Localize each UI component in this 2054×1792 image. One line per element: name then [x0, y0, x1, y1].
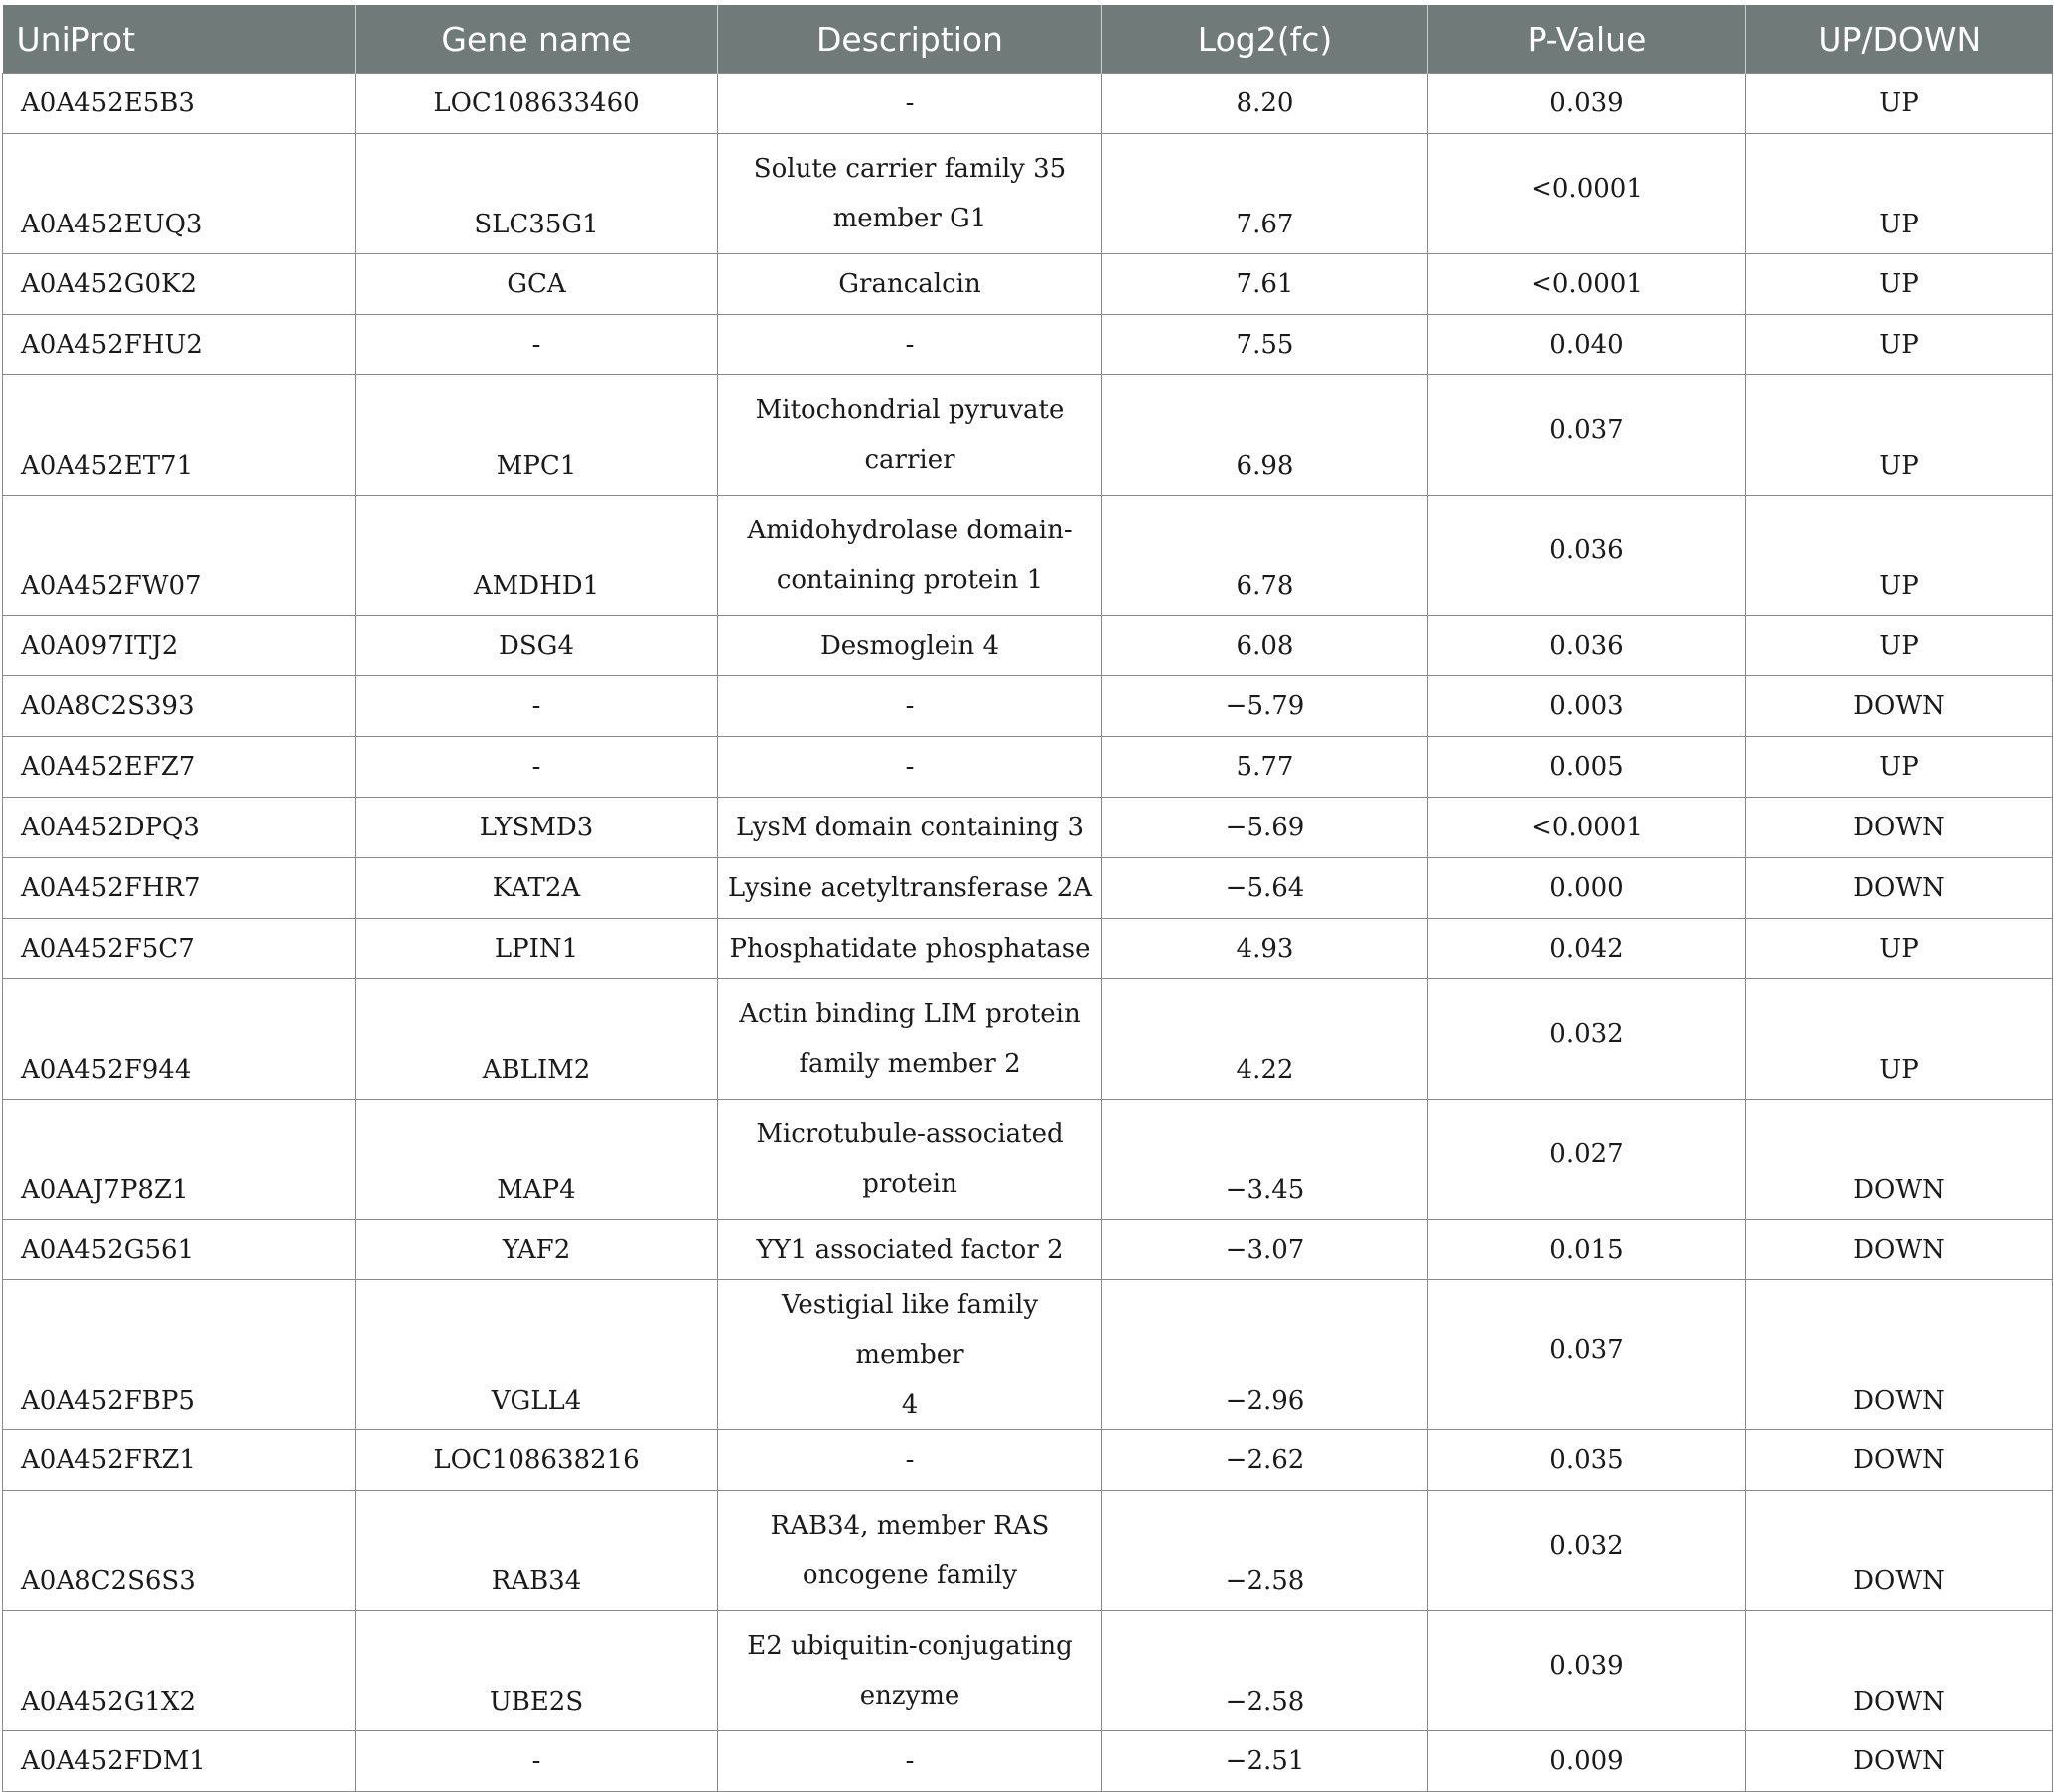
table-row	[3, 1100, 2053, 1220]
cell-log2fc: −3.07	[1102, 1220, 1428, 1280]
cell-description	[718, 1280, 1102, 1430]
cell-description	[718, 74, 1102, 134]
description-line: Microtubule-associated	[756, 1120, 1064, 1149]
cell-description	[718, 798, 1102, 858]
cell-uniprot: A0A452ET71	[3, 375, 356, 496]
table-row	[3, 979, 2053, 1100]
cell-log2fc: 4.22	[1102, 979, 1428, 1100]
cell-log2fc: −5.69	[1102, 798, 1428, 858]
cell-up-down: UP	[1746, 616, 2053, 676]
cell-log2fc: −2.58	[1102, 1611, 1428, 1731]
cell-description	[718, 979, 1102, 1100]
description-line: Grancalcin	[838, 269, 981, 299]
cell-log2fc: −3.45	[1102, 1100, 1428, 1220]
description-line: -	[905, 330, 915, 360]
cell-up-down: UP	[1746, 315, 2053, 375]
cell-uniprot: A0A8C2S6S3	[3, 1491, 356, 1611]
cell-log2fc: −5.79	[1102, 676, 1428, 737]
cell-description	[718, 254, 1102, 315]
cell-p-value: 0.039	[1428, 74, 1746, 134]
cell-gene-name: SLC35G1	[356, 134, 718, 254]
cell-gene-name: MAP4	[356, 1100, 718, 1220]
cell-p-value: <0.0001	[1428, 134, 1746, 254]
cell-uniprot: A0A452F944	[3, 979, 356, 1100]
cell-up-down: UP	[1746, 496, 2053, 616]
cell-log2fc: 7.67	[1102, 134, 1428, 254]
table-row	[3, 798, 2053, 858]
cell-gene-name: RAB34	[356, 1491, 718, 1611]
table-row	[3, 1220, 2053, 1280]
cell-log2fc: 6.98	[1102, 375, 1428, 496]
cell-description	[718, 1100, 1102, 1220]
cell-gene-name: -	[356, 676, 718, 737]
cell-uniprot: A0A8C2S393	[3, 676, 356, 737]
cell-up-down: DOWN	[1746, 858, 2053, 919]
cell-gene-name: DSG4	[356, 616, 718, 676]
description-line: -	[905, 752, 915, 782]
description-line: Desmoglein 4	[819, 631, 1000, 661]
cell-uniprot: A0A452E5B3	[3, 74, 356, 134]
description-line: -	[905, 691, 915, 721]
table-row	[3, 737, 2053, 798]
cell-p-value: 0.009	[1428, 1731, 1746, 1792]
header-p-value: P-Value	[1428, 5, 1746, 74]
description-line: carrier	[864, 445, 955, 475]
cell-description	[718, 375, 1102, 496]
table-row	[3, 1611, 2053, 1731]
cell-log2fc: −2.58	[1102, 1491, 1428, 1611]
header-uniprot: UniProt	[3, 5, 356, 74]
description-line: protein	[862, 1169, 957, 1199]
table-row	[3, 496, 2053, 616]
table-row	[3, 375, 2053, 496]
cell-up-down: UP	[1746, 979, 2053, 1100]
description-line: RAB34, member RAS	[770, 1511, 1050, 1541]
cell-log2fc: 7.61	[1102, 254, 1428, 315]
cell-description	[718, 676, 1102, 737]
description-line: YY1 associated factor 2	[756, 1235, 1064, 1265]
cell-p-value: 0.037	[1428, 375, 1746, 496]
cell-uniprot: A0A452FHU2	[3, 315, 356, 375]
cell-up-down: UP	[1746, 919, 2053, 979]
cell-up-down: UP	[1746, 134, 2053, 254]
header-log2fc: Log2(fc)	[1102, 5, 1428, 74]
cell-uniprot: A0A452FRZ1	[3, 1430, 356, 1491]
cell-p-value: 0.037	[1428, 1280, 1746, 1430]
cell-gene-name: -	[356, 737, 718, 798]
cell-log2fc: 6.08	[1102, 616, 1428, 676]
description-line: Lysine acetyltransferase 2A	[727, 873, 1093, 903]
cell-log2fc: −5.64	[1102, 858, 1428, 919]
cell-p-value: 0.015	[1428, 1220, 1746, 1280]
cell-uniprot: A0A452G1X2	[3, 1611, 356, 1731]
table-row	[3, 1491, 2053, 1611]
description-line: Amidohydrolase domain-	[747, 516, 1073, 545]
cell-up-down: UP	[1746, 375, 2053, 496]
cell-gene-name: MPC1	[356, 375, 718, 496]
table-header	[3, 5, 2053, 74]
table-body	[3, 74, 2053, 1792]
cell-p-value: 0.035	[1428, 1430, 1746, 1491]
table-row	[3, 74, 2053, 134]
cell-up-down: DOWN	[1746, 1430, 2053, 1491]
cell-log2fc: −2.51	[1102, 1731, 1428, 1792]
table-row	[3, 134, 2053, 254]
description-line: family member 2	[799, 1049, 1021, 1079]
cell-p-value: 0.003	[1428, 676, 1746, 737]
cell-up-down: DOWN	[1746, 1491, 2053, 1611]
cell-gene-name: -	[356, 1731, 718, 1792]
cell-gene-name: KAT2A	[356, 858, 718, 919]
cell-gene-name: YAF2	[356, 1220, 718, 1280]
table-row	[3, 676, 2053, 737]
cell-uniprot: A0A452FBP5	[3, 1280, 356, 1430]
cell-log2fc: 7.55	[1102, 315, 1428, 375]
header-up-down: UP/DOWN	[1746, 5, 2053, 74]
description-line: Mitochondrial pyruvate	[755, 395, 1065, 425]
cell-uniprot: A0A452F5C7	[3, 919, 356, 979]
cell-description	[718, 1430, 1102, 1491]
cell-description	[718, 919, 1102, 979]
table-row	[3, 1430, 2053, 1491]
cell-log2fc: 8.20	[1102, 74, 1428, 134]
cell-up-down: UP	[1746, 74, 2053, 134]
cell-log2fc: −2.62	[1102, 1430, 1428, 1491]
cell-uniprot: A0AAJ7P8Z1	[3, 1100, 356, 1220]
cell-description	[718, 134, 1102, 254]
table-row	[3, 858, 2053, 919]
description-line: Phosphatidate phosphatase	[729, 934, 1091, 964]
cell-up-down: DOWN	[1746, 1731, 2053, 1792]
cell-description	[718, 737, 1102, 798]
cell-p-value: 0.032	[1428, 979, 1746, 1100]
description-line: -	[905, 88, 915, 118]
cell-uniprot: A0A452FW07	[3, 496, 356, 616]
cell-description	[718, 1220, 1102, 1280]
cell-p-value: 0.005	[1428, 737, 1746, 798]
description-line: 4	[901, 1390, 919, 1419]
cell-description	[718, 315, 1102, 375]
cell-log2fc: −2.96	[1102, 1280, 1428, 1430]
description-line: enzyme	[859, 1681, 960, 1711]
protein-table	[2, 5, 2053, 1792]
cell-p-value: 0.036	[1428, 496, 1746, 616]
cell-uniprot: A0A097ITJ2	[3, 616, 356, 676]
cell-gene-name: LOC108633460	[356, 74, 718, 134]
cell-gene-name: LPIN1	[356, 919, 718, 979]
description-line: oncogene family	[802, 1561, 1018, 1590]
cell-uniprot: A0A452G561	[3, 1220, 356, 1280]
cell-gene-name: ABLIM2	[356, 979, 718, 1100]
cell-gene-name: AMDHD1	[356, 496, 718, 616]
table-row	[3, 919, 2053, 979]
cell-uniprot: A0A452FHR7	[3, 858, 356, 919]
cell-p-value: 0.036	[1428, 616, 1746, 676]
header-gene-name: Gene name	[356, 5, 718, 74]
cell-p-value: <0.0001	[1428, 254, 1746, 315]
cell-p-value: 0.042	[1428, 919, 1746, 979]
cell-p-value: 0.032	[1428, 1491, 1746, 1611]
cell-gene-name: GCA	[356, 254, 718, 315]
cell-uniprot: A0A452EUQ3	[3, 134, 356, 254]
cell-description	[718, 496, 1102, 616]
cell-gene-name: UBE2S	[356, 1611, 718, 1731]
table-row	[3, 254, 2053, 315]
cell-gene-name: -	[356, 315, 718, 375]
cell-up-down: UP	[1746, 254, 2053, 315]
cell-p-value: <0.0001	[1428, 798, 1746, 858]
description-line: -	[905, 1746, 915, 1776]
table-row	[3, 315, 2053, 375]
header-row	[3, 5, 2053, 74]
description-line: Solute carrier family 35	[753, 154, 1067, 184]
cell-description	[718, 616, 1102, 676]
cell-up-down: DOWN	[1746, 798, 2053, 858]
description-line: Vestigial like family member	[781, 1290, 1039, 1370]
cell-p-value: 0.039	[1428, 1611, 1746, 1731]
header-description: Description	[718, 5, 1102, 74]
cell-p-value: 0.000	[1428, 858, 1746, 919]
cell-log2fc: 6.78	[1102, 496, 1428, 616]
cell-gene-name: LYSMD3	[356, 798, 718, 858]
description-line: LysM domain containing 3	[736, 813, 1084, 842]
cell-description	[718, 1611, 1102, 1731]
cell-log2fc: 4.93	[1102, 919, 1428, 979]
description-line: member G1	[832, 204, 987, 233]
description-line: -	[905, 1445, 915, 1475]
description-line: E2 ubiquitin-conjugating	[747, 1631, 1073, 1661]
cell-uniprot: A0A452G0K2	[3, 254, 356, 315]
cell-up-down: DOWN	[1746, 1611, 2053, 1731]
cell-uniprot: A0A452FDM1	[3, 1731, 356, 1792]
cell-gene-name: LOC108638216	[356, 1430, 718, 1491]
table-row	[3, 1280, 2053, 1430]
cell-p-value: 0.040	[1428, 315, 1746, 375]
description-line: containing protein 1	[776, 565, 1044, 595]
table-row	[3, 616, 2053, 676]
cell-gene-name: VGLL4	[356, 1280, 718, 1430]
cell-up-down: UP	[1746, 737, 2053, 798]
cell-up-down: DOWN	[1746, 1280, 2053, 1430]
cell-up-down: DOWN	[1746, 676, 2053, 737]
cell-description	[718, 1491, 1102, 1611]
cell-up-down: DOWN	[1746, 1100, 2053, 1220]
description-line: Actin binding LIM protein	[739, 999, 1081, 1029]
table-row	[3, 1731, 2053, 1792]
cell-uniprot: A0A452EFZ7	[3, 737, 356, 798]
cell-p-value: 0.027	[1428, 1100, 1746, 1220]
cell-up-down: DOWN	[1746, 1220, 2053, 1280]
cell-description	[718, 1731, 1102, 1792]
cell-log2fc: 5.77	[1102, 737, 1428, 798]
cell-description	[718, 858, 1102, 919]
cell-uniprot: A0A452DPQ3	[3, 798, 356, 858]
